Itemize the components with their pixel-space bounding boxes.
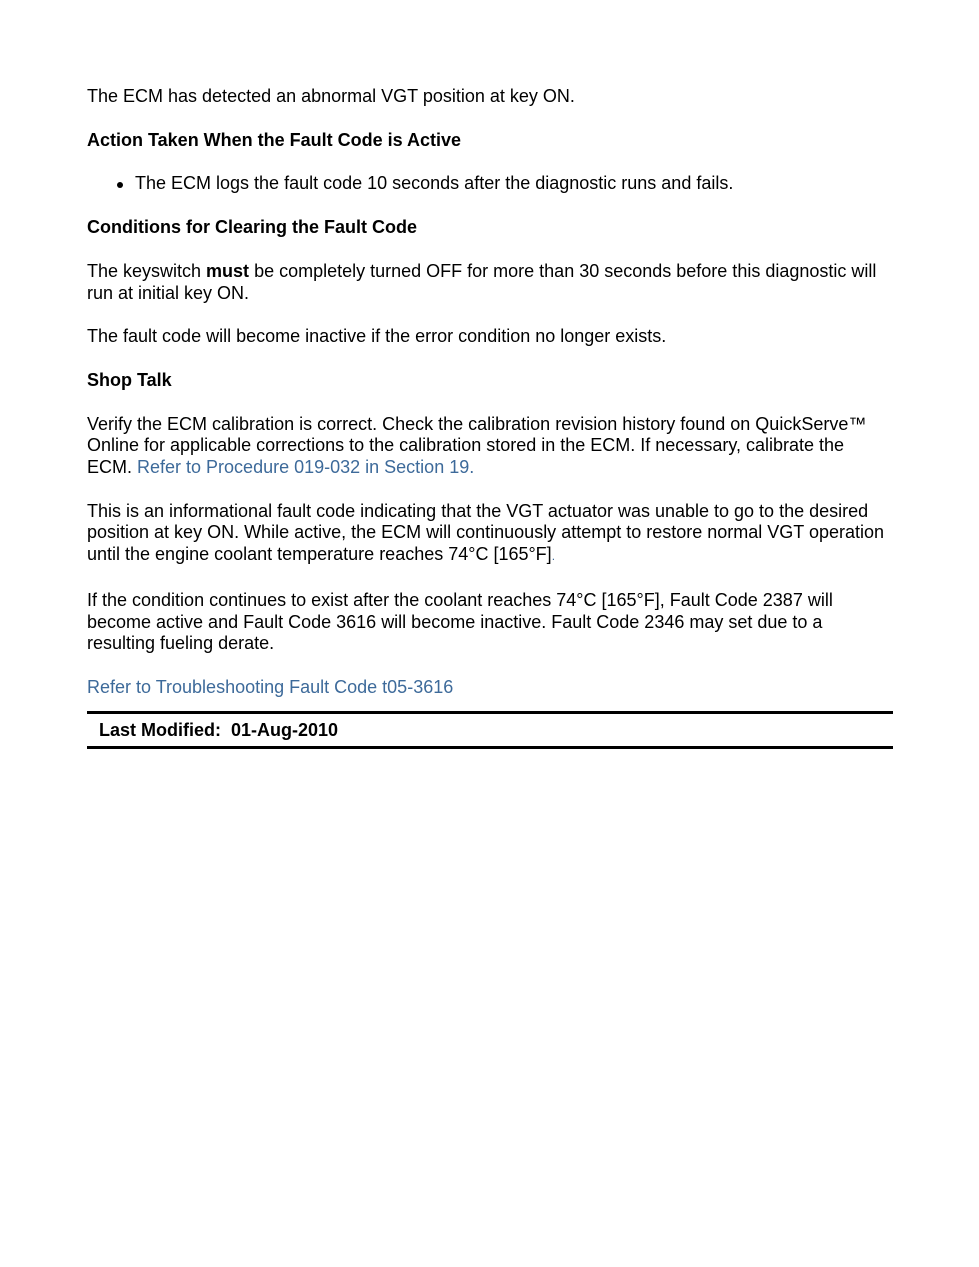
list-item (87, 173, 893, 195)
procedure-link[interactable]: Refer to Procedure 019-032 in Section 19. (137, 457, 475, 478)
shop-talk-heading: Shop Talk (87, 369, 172, 390)
list-item-text: The ECM logs the fault code 10 seconds after the diagnostic runs and fails. (135, 173, 734, 194)
clearing-paragraph-2: The fault code will become inactive if the error condition no longer exists. (87, 326, 667, 347)
shop-talk-paragraph-2 (87, 501, 893, 568)
clearing-paragraph-1 (87, 261, 893, 304)
shop-talk-paragraph-1 (87, 414, 893, 479)
shop-talk-paragraph-3: If the condition continues to exist after the coolant reaches 74°C [165°F], Fault Code 2387 will become active and Fault Code 3616 will become inactive. Fault Code 2346 may set due to a resulting fueling derate. (87, 589, 833, 654)
clearing-text-after: be completely turned OFF for more than 30 seconds before this diagnostic will run at initial key ON. (87, 260, 877, 303)
clearing-text-bold: must (206, 260, 250, 281)
troubleshooting-link[interactable]: Refer to Troubleshooting Fault Code t05-3616 (87, 676, 454, 697)
clearing-heading: Conditions for Clearing the Fault Code (87, 217, 417, 238)
trailing-period: . (551, 549, 556, 564)
action-heading: Action Taken When the Fault Code is Active (87, 129, 462, 150)
footer-bar (87, 711, 893, 749)
shop-talk-text-2: This is an informational fault code indicating that the VGT actuator was unable to go to the desired position at key ON. While active, the ECM will continuously attempt to restore normal VGT operation until the engine coolant temperature reaches 74°C [165°F] (87, 500, 885, 565)
intro-text: The ECM has detected an abnormal VGT position at key ON. (87, 86, 575, 106)
shop-talk-text: Verify the ECM calibration is correct. Check the calibration revision history found on QuickServe™ Online for applicable corrections to the calibration stored in the ECM. If necessary, calibrate the ECM. (87, 413, 867, 478)
action-list (87, 173, 893, 195)
last-modified: Last Modified: 01-Aug-2010 (99, 719, 339, 740)
troubleshooting-link-line (87, 677, 893, 699)
clearing-text-before: The keyswitch (87, 260, 207, 281)
document-body (87, 86, 893, 749)
bullet-icon (117, 182, 123, 188)
